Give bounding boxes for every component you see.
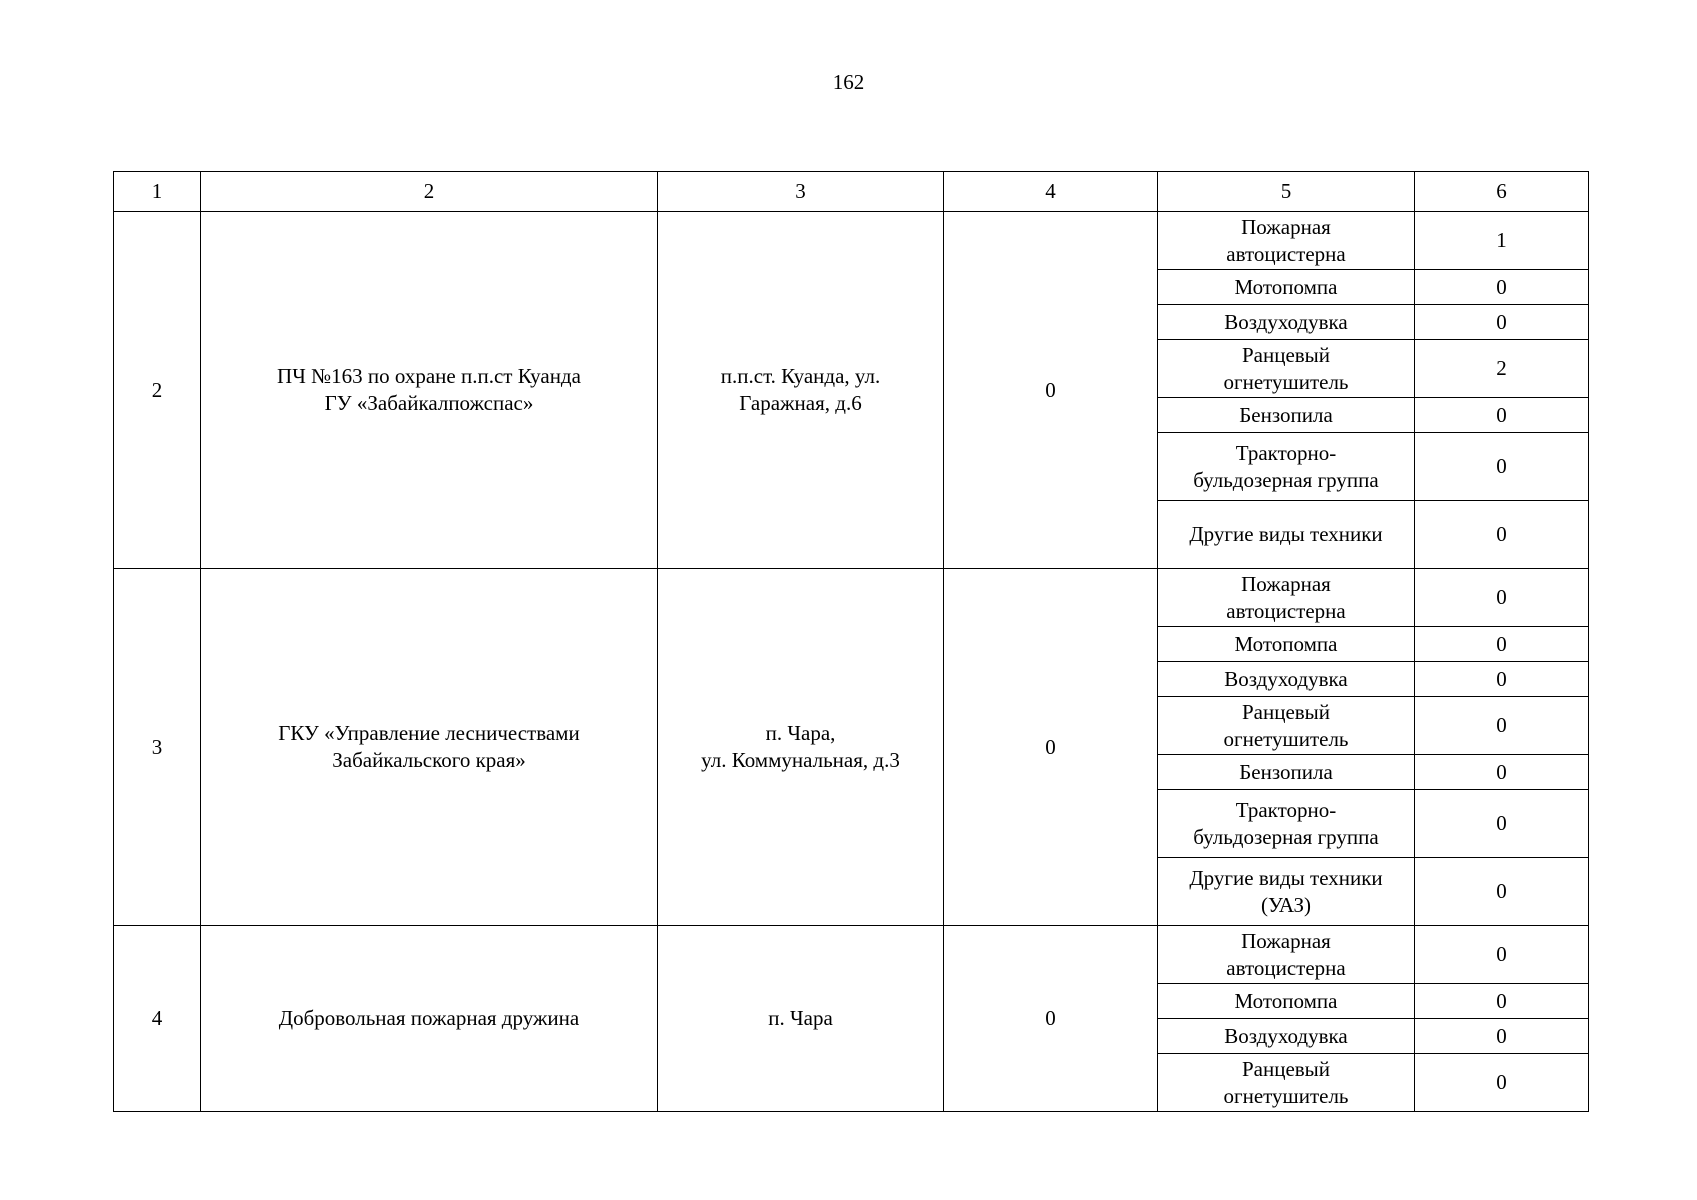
equipment-type: Воздуходувка xyxy=(1158,662,1415,697)
column-4-value: 0 xyxy=(944,569,1158,926)
header-cell-2: 2 xyxy=(201,172,658,212)
equipment-type: Мотопомпа xyxy=(1158,984,1415,1019)
table-body xyxy=(114,172,1589,1112)
equipment-type: Ранцевый огнетушитель xyxy=(1158,697,1415,755)
header-cell-4: 4 xyxy=(944,172,1158,212)
equipment-type: Другие виды техники xyxy=(1158,501,1415,569)
header-cell-6: 6 xyxy=(1415,172,1589,212)
equipment-type: Ранцевый огнетушитель xyxy=(1158,340,1415,398)
equipment-count: 0 xyxy=(1415,926,1589,984)
equipment-type: Тракторно- бульдозерная группа xyxy=(1158,790,1415,858)
equipment-type: Другие виды техники (УАЗ) xyxy=(1158,858,1415,926)
column-4-value: 0 xyxy=(944,926,1158,1112)
equipment-count: 0 xyxy=(1415,858,1589,926)
equipment-count: 0 xyxy=(1415,433,1589,501)
header-cell-1: 1 xyxy=(114,172,201,212)
equipment-count: 0 xyxy=(1415,305,1589,340)
equipment-type: Воздуходувка xyxy=(1158,305,1415,340)
equipment-count: 0 xyxy=(1415,755,1589,790)
equipment-count: 0 xyxy=(1415,984,1589,1019)
equipment-count: 0 xyxy=(1415,1054,1589,1112)
equipment-count: 0 xyxy=(1415,569,1589,627)
equipment-type: Мотопомпа xyxy=(1158,270,1415,305)
equipment-type: Пожарная автоцистерна xyxy=(1158,569,1415,627)
equipment-count: 0 xyxy=(1415,398,1589,433)
row-number: 2 xyxy=(114,212,201,569)
equipment-count: 0 xyxy=(1415,662,1589,697)
organization-name: Добровольная пожарная дружина xyxy=(201,926,658,1112)
equipment-count: 1 xyxy=(1415,212,1589,270)
equipment-type: Воздуходувка xyxy=(1158,1019,1415,1054)
equipment-count: 0 xyxy=(1415,790,1589,858)
header-cell-5: 5 xyxy=(1158,172,1415,212)
equipment-type: Тракторно- бульдозерная группа xyxy=(1158,433,1415,501)
column-4-value: 0 xyxy=(944,212,1158,569)
organization-address: п. Чара xyxy=(658,926,944,1112)
row-number: 4 xyxy=(114,926,201,1112)
table-row xyxy=(114,926,1589,984)
table-row xyxy=(114,569,1589,627)
equipment-type: Бензопила xyxy=(1158,755,1415,790)
equipment-type: Мотопомпа xyxy=(1158,627,1415,662)
equipment-count: 2 xyxy=(1415,340,1589,398)
equipment-type: Ранцевый огнетушитель xyxy=(1158,1054,1415,1112)
table-header-row xyxy=(114,172,1589,212)
equipment-count: 0 xyxy=(1415,697,1589,755)
equipment-count: 0 xyxy=(1415,1019,1589,1054)
organization-name: ГКУ «Управление лесничествами Забайкальского края» xyxy=(201,569,658,926)
organization-name: ПЧ №163 по охране п.п.ст Куанда ГУ «Забайкалпожспас» xyxy=(201,212,658,569)
organization-address: п. Чара, ул. Коммунальная, д.3 xyxy=(658,569,944,926)
organization-address: п.п.ст. Куанда, ул. Гаражная, д.6 xyxy=(658,212,944,569)
equipment-count: 0 xyxy=(1415,501,1589,569)
equipment-table xyxy=(113,171,1589,1112)
page-number: 162 xyxy=(832,70,865,94)
header-cell-3: 3 xyxy=(658,172,944,212)
equipment-type: Бензопила xyxy=(1158,398,1415,433)
row-number: 3 xyxy=(114,569,201,926)
table-row xyxy=(114,212,1589,270)
equipment-count: 0 xyxy=(1415,270,1589,305)
equipment-type: Пожарная автоцистерна xyxy=(1158,212,1415,270)
equipment-type: Пожарная автоцистерна xyxy=(1158,926,1415,984)
equipment-count: 0 xyxy=(1415,627,1589,662)
